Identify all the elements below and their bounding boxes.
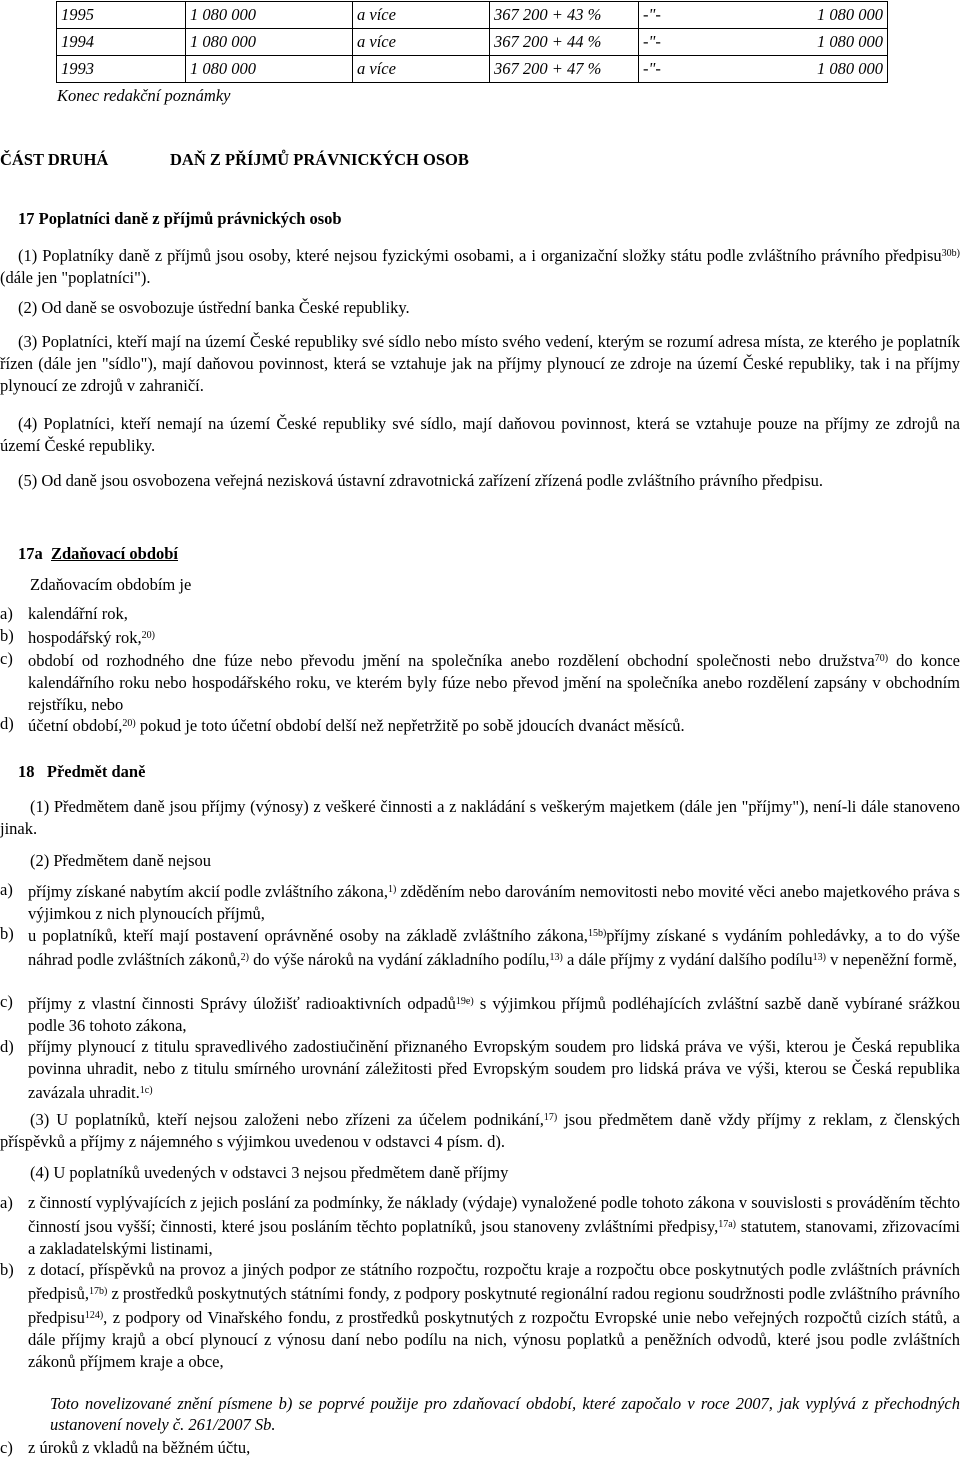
list-marker: c) [0,992,13,1011]
table-cell-ditto: -"- [643,5,661,24]
table-cell: a více [353,56,490,83]
footnote-ref: 20) [122,718,136,729]
list-text-body: z dotací, příspěvků na provoz a jiných podpor ze státního rozpočtu, rozpočtu kraje a rozpočtu obce poskytnutých podle zvláštních právních předpisů, [28,1260,960,1303]
table-cell: 1993 [57,56,186,83]
section-17-heading: 17 Poplatníci daně z příjmů právnických osob [18,209,342,228]
section-number: 18 [18,762,35,781]
list-item [0,648,960,714]
s17-paragraph-2: (2) Od daně se osvobozuje ústřední banka České republiky. [18,298,410,317]
footnote-ref: 19e) [455,996,474,1007]
table-cell-amount: 1 080 000 [817,59,883,78]
list-marker: a) [0,604,13,623]
list-text-body: příjmy plynoucí z titulu spravedlivého zadostiučinění přiznaného Evropským soudem pro lidská práva ve výši, kterou je Česká republika povinna uhradit, nebo z titulu smírného urovnání záležitosti před Evropským soudem pro lidská práva ve výši, kterou se Česká republika zavázala uhradit. [28,1037,960,1102]
s18-paragraph-1: (1) Předmětem daně jsou příjmy (výnosy) z veškeré činnosti a z nakládání s veškerým majetkem (dále jen "příjmy"), není-li dále stanoveno jinak. [0,797,960,838]
footnote-ref: 1c) [139,1085,153,1096]
list-text-body: hospodářský rok, [28,628,142,647]
list-text-body: období od rozhodného dne fúze nebo převodu jmění na společníka anebo rozdělení obchodní společnosti nebo družstva [28,651,875,670]
s17-paragraph-3: (3) Poplatníci, kteří mají na území České republiky své sídlo nebo místo svého vedení, kterým se rozumí adresa místa, ze kterého je poplatník řízen (dále jen "sídlo"), mají daňovou povinnost, která se vztahuje jak na příjmy plynoucí ze zdroje na území České republiky, tak i na příjmy plynoucí ze zdrojů v zahraničí. [0,332,960,395]
list-item [0,625,960,647]
footnote-ref: 13) [549,952,563,963]
table-cell: 1995 [57,2,186,29]
s18-paragraph-4: (4) U poplatníků uvedených v odstavci 3 nejsou předmětem daně příjmy [30,1163,509,1182]
list-text-body: do výše nároků na vydání základního podílu, [248,950,550,969]
list-text-body-end: do konce kalendářního roku nebo hospodářského roku, ve kterém byly fúze nebo převod jmění na společníka anebo rozdělení zapsány v obchodním rejstříku, nebo [28,651,960,714]
footnote-ref: 13) [812,952,826,963]
list-text: z úroků z vkladů na běžném účtu, [28,1438,251,1457]
list-item [0,923,960,989]
list-marker: d) [0,1037,14,1056]
s18-paragraph-3 [0,1107,960,1153]
footnote-ref: 17b) [88,1286,108,1297]
s17a-intro: Zdaňovacím obdobím je [30,575,192,594]
list-text [28,648,960,716]
list-item [0,1036,960,1102]
list-text [28,625,960,649]
list-item [0,879,960,923]
list-marker: a) [0,1193,13,1212]
list-marker: a) [0,880,13,899]
list-text-body: příjmy získané nabytím akcií podle zvláštního zákona, [28,882,388,901]
list-marker: c) [0,649,13,668]
list-text [28,1036,960,1104]
s17-paragraph-1 [0,243,960,289]
s17-paragraph-5: (5) Od daně jsou osvobozena veřejná nezisková ústavní zdravotnická zařízení zřízená podle zvláštního právního předpisu. [18,471,824,490]
list-item [0,1437,960,1459]
table-cell-amount: 1 080 000 [817,5,883,24]
list-text-body-end: , z podpory od Vinařského fondu, z prostředků poskytnutých z rozpočtu Evropské unie nebo veřejných rozpočtů cizích států, a dále příjmy krajů a obcí plynoucí z výnosu daní nebo podílu na nich, výnosu poplatků a peněžních odvodů, které jsou podle zvláštních zákonů příjmem kraje a obce, [28,1308,960,1371]
footnote-ref: 2) [240,952,249,963]
table-cell-ditto: -"- [643,59,661,78]
section-17a-heading [18,544,178,564]
list-text [28,923,960,971]
list-text [28,879,960,925]
list-item [0,1192,960,1258]
s18-paragraph-2: (2) Předmětem daně nejsou [30,851,211,870]
table-cell: a více [353,2,490,29]
list-text-body: a dále příjmy z vydání dalšího podílu [562,950,813,969]
footnote-ref: 30b) [941,248,960,259]
section-title: Zdaňovací období [51,544,179,563]
table-cell: 1 080 000 [186,29,353,56]
list-marker: b) [0,1260,14,1279]
list-text-body-end: pokud je toto účetní období delší než nepřetržitě po sobě jdoucích dvanáct měsíců. [135,716,685,735]
footnote-ref: 17) [543,1112,558,1123]
list-text-body-end: statutem, stanovami, zřizovacími a zakladatelskými listinami, [28,1217,960,1258]
list-marker: b) [0,924,14,943]
table-cell [639,29,888,56]
table-cell: a více [353,29,490,56]
section-18-heading [18,762,145,782]
footnote-ref: 15b) [587,928,607,939]
part-title: DAŇ Z PŘÍJMŮ PRÁVNICKÝCH OSOB [170,150,469,169]
end-editorial-note: Konec redakční poznámky [57,86,231,105]
list-text [28,1259,960,1373]
table-row [57,29,888,56]
list-text-body-end: v nepeněžní formě, [825,950,958,969]
transitional-note: Toto novelizované znění písmene b) se poprvé použije pro zdaňovací období, které započalo v roce 2007, jak vyplývá z přechodných ustanovení novely č. 261/2007 Sb. [50,1394,960,1434]
list-marker: d) [0,714,14,733]
table-cell: 1994 [57,29,186,56]
section-number: 17a [18,544,43,563]
list-item [0,991,960,1035]
list-text-body: z činností vyplývajících z jejich poslání za podmínky, že náklady (výdaje) vynaložené podle tohoto zákona v souvislosti s prováděním těchto činností jsou vyšší; činnosti, které jsou posláním těchto poplatníků, jsou stanoveny zvláštními předpisy, [28,1193,960,1236]
table-cell [639,2,888,29]
table-row [57,56,888,83]
list-text [28,713,960,737]
list-text-body: příjmy získané s vydáním pohledávky, a to do výše náhrad podle zvláštních zákonů, [28,926,960,969]
table-cell: 367 200 + 44 % [490,29,639,56]
list-text-body: u poplatníků, kteří mají postavení oprávněné osoby na základě zvláštního zákona, [28,926,588,945]
list-text [28,1192,960,1260]
list-marker: c) [0,1438,13,1457]
table-cell: 1 080 000 [186,2,353,29]
footnote-ref: 124) [84,1310,104,1321]
part-label: ČÁST DRUHÁ [0,150,109,169]
table-cell-ditto: -"- [643,32,661,51]
list-text-body: účetní období, [28,716,123,735]
s18-p3-text: (3) U poplatníků, kteří nejsou založeni nebo zřízeni za účelem podnikání, [30,1110,544,1129]
list-text-body-end: zděděním nebo darováním nemovitosti nebo movité věci anebo majetkového práva s výjimkou z nich plynoucích příjmů, [28,882,960,923]
footnote-ref: 70) [874,653,889,664]
s17-p1-text-end: (dále jen "poplatníci"). [0,268,151,287]
list-text-body: příjmy z vlastní činnosti Správy úložišť radioaktivních odpadů [28,994,456,1013]
list-item [0,603,960,625]
rates-table [56,1,888,83]
list-text-body-end: s výjimkou příjmů podléhajících zvláštní sazbě daně vybírané srážkou podle 36 tohoto zákona, [28,994,960,1035]
footnote-ref: 20) [141,630,155,641]
list-item [0,713,960,735]
s17-p1-text: (1) Poplatníky daně z příjmů jsou osoby, které nejsou fyzickými osobami, a i organizační složky státu podle zvláštního právního předpisu [18,246,942,265]
footnote-ref: 17a) [718,1219,736,1230]
list-text: kalendářní rok, [28,604,128,623]
table-cell: 367 200 + 43 % [490,2,639,29]
list-text [28,991,960,1037]
s18-p3-text-end: jsou předmětem daně vždy příjmy z reklam, z členských příspěvků a příjmy z nájemného s výjimkou uvedenou v odstavci 4 písm. d). [0,1110,960,1151]
s17-paragraph-4: (4) Poplatníci, kteří nemají na území České republiky své sídlo, mají daňovou povinnost, která se vztahuje pouze na příjmy ze zdrojů na území České republiky. [0,414,960,455]
table-cell: 367 200 + 47 % [490,56,639,83]
list-item [0,1259,960,1391]
list-marker: b) [0,626,14,645]
table-cell: 1 080 000 [186,56,353,83]
table-cell-amount: 1 080 000 [817,32,883,51]
footnote-ref: 1) [387,884,397,895]
section-title: Předmět daně [46,762,146,781]
table-cell [639,56,888,83]
table-row [57,2,888,29]
list-text-body: z prostředků poskytnutých státními fondy, z podpory poskytnuté regionální radou regionu soudržnosti podle zvláštního právního předpisu [28,1284,960,1327]
